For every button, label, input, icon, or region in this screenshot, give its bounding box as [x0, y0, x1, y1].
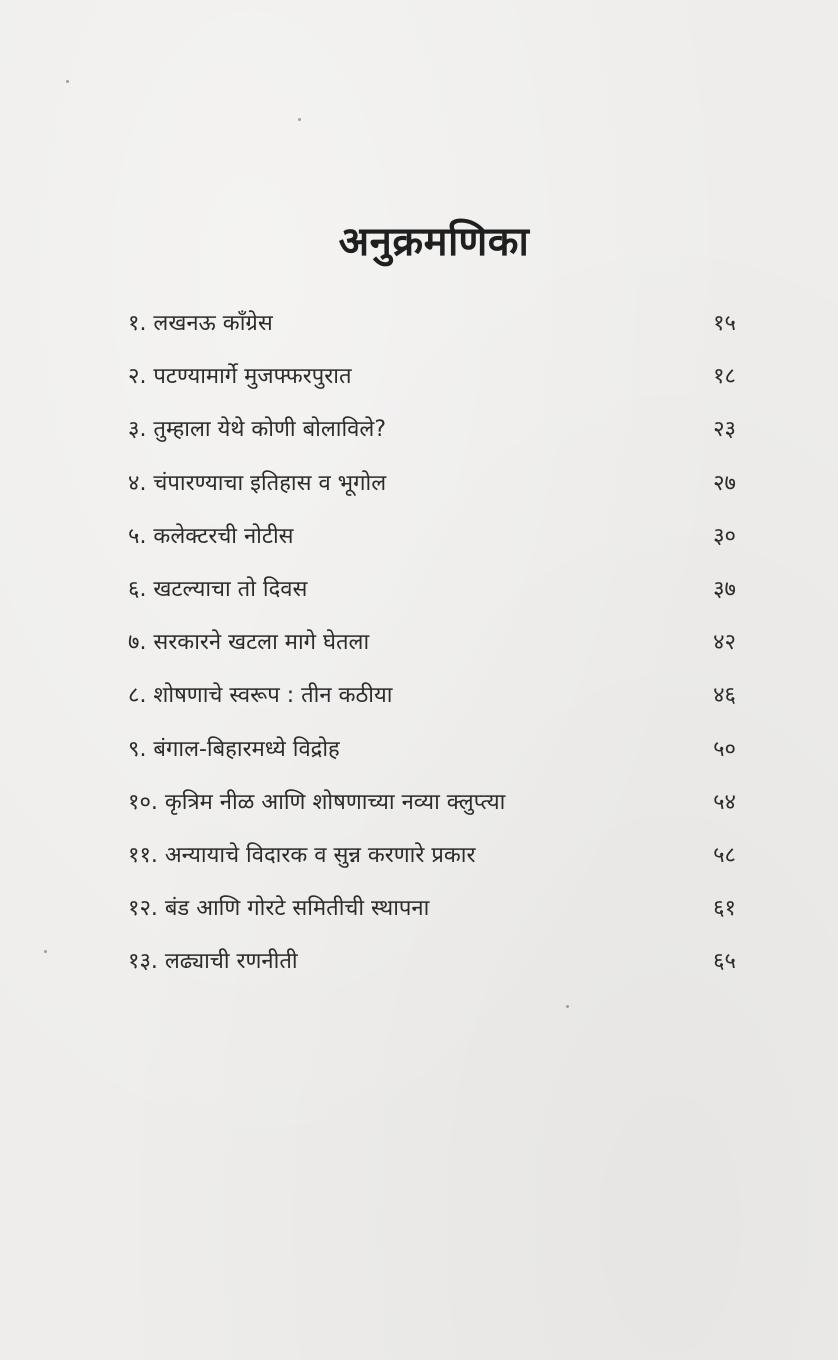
toc-entry-title: १३. लढ्याची रणनीती: [128, 949, 298, 975]
toc-entry: [128, 674, 748, 727]
toc-entry: [128, 781, 748, 834]
page-title: अनुक्रमणिका: [338, 219, 530, 265]
toc-entry-title: ९. बंगाल-बिहारमध्ये विद्रोह: [128, 736, 340, 762]
toc-entry-title: १. लखनऊ काँग्रेस: [128, 311, 273, 336]
toc-entry-title: ८. शोषणाचे स्वरूप : तीन कठीया: [128, 683, 393, 709]
toc-entry: [128, 462, 748, 515]
toc-entry: [128, 515, 748, 568]
paper-speck: [298, 118, 301, 121]
toc-entry-title: २. पटण्यामार्गे मुजफ्फरपुरात: [128, 364, 352, 390]
toc-entry-title: ५. कलेक्टरची नोटीस: [128, 523, 294, 549]
toc-entry: [128, 728, 748, 781]
toc-entry-title: ४. चंपारण्याचा इतिहास व भूगोल: [128, 470, 387, 496]
toc-entry: [128, 408, 748, 461]
toc-entry: [128, 302, 748, 355]
toc-entry-title: ६. खटल्याचा तो दिवस: [128, 576, 308, 602]
toc-entry: [128, 355, 748, 408]
toc-entry-page: ३०: [713, 523, 736, 549]
toc-entry-title: ३. तुम्हाला येथे कोणी बोलाविले?: [128, 417, 386, 443]
toc-entry: [128, 568, 748, 621]
toc-entry-page: १८: [713, 364, 736, 390]
toc-entry-title: ११. अन्यायाचे विदारक व सुन्न करणारे प्रकार: [128, 842, 476, 868]
paper-speck: [66, 80, 69, 83]
toc-entry: [128, 834, 748, 887]
toc-entry-page: २७: [713, 470, 736, 496]
toc-entry-title: ७. सरकारने खटला मागे घेतला: [128, 630, 370, 656]
toc-entry-page: ४२: [713, 630, 736, 656]
toc-entry-title: १२. बंड आणि गोरटे समितीची स्थापना: [128, 896, 430, 922]
toc-entry: [128, 940, 748, 993]
toc-entry-page: ५४: [713, 789, 736, 815]
toc-entry-page: २३: [713, 417, 736, 443]
toc-entry-page: ५८: [713, 842, 736, 868]
table-of-contents: [128, 302, 748, 993]
toc-entry: [128, 621, 748, 674]
paper-speck: [566, 1005, 569, 1008]
toc-entry-page: ४६: [713, 683, 736, 709]
toc-entry-page: ५०: [713, 736, 736, 762]
toc-entry-title: १०. कृत्रिम नीळ आणि शोषणाच्या नव्या क्लुप्त्या: [128, 789, 506, 815]
toc-entry-page: ३७: [713, 576, 736, 602]
toc-entry-page: १५: [713, 311, 736, 336]
paper-speck: [44, 950, 47, 953]
toc-entry-page: ६१: [713, 896, 736, 922]
toc-entry-page: ६५: [713, 949, 736, 975]
toc-entry: [128, 887, 748, 940]
